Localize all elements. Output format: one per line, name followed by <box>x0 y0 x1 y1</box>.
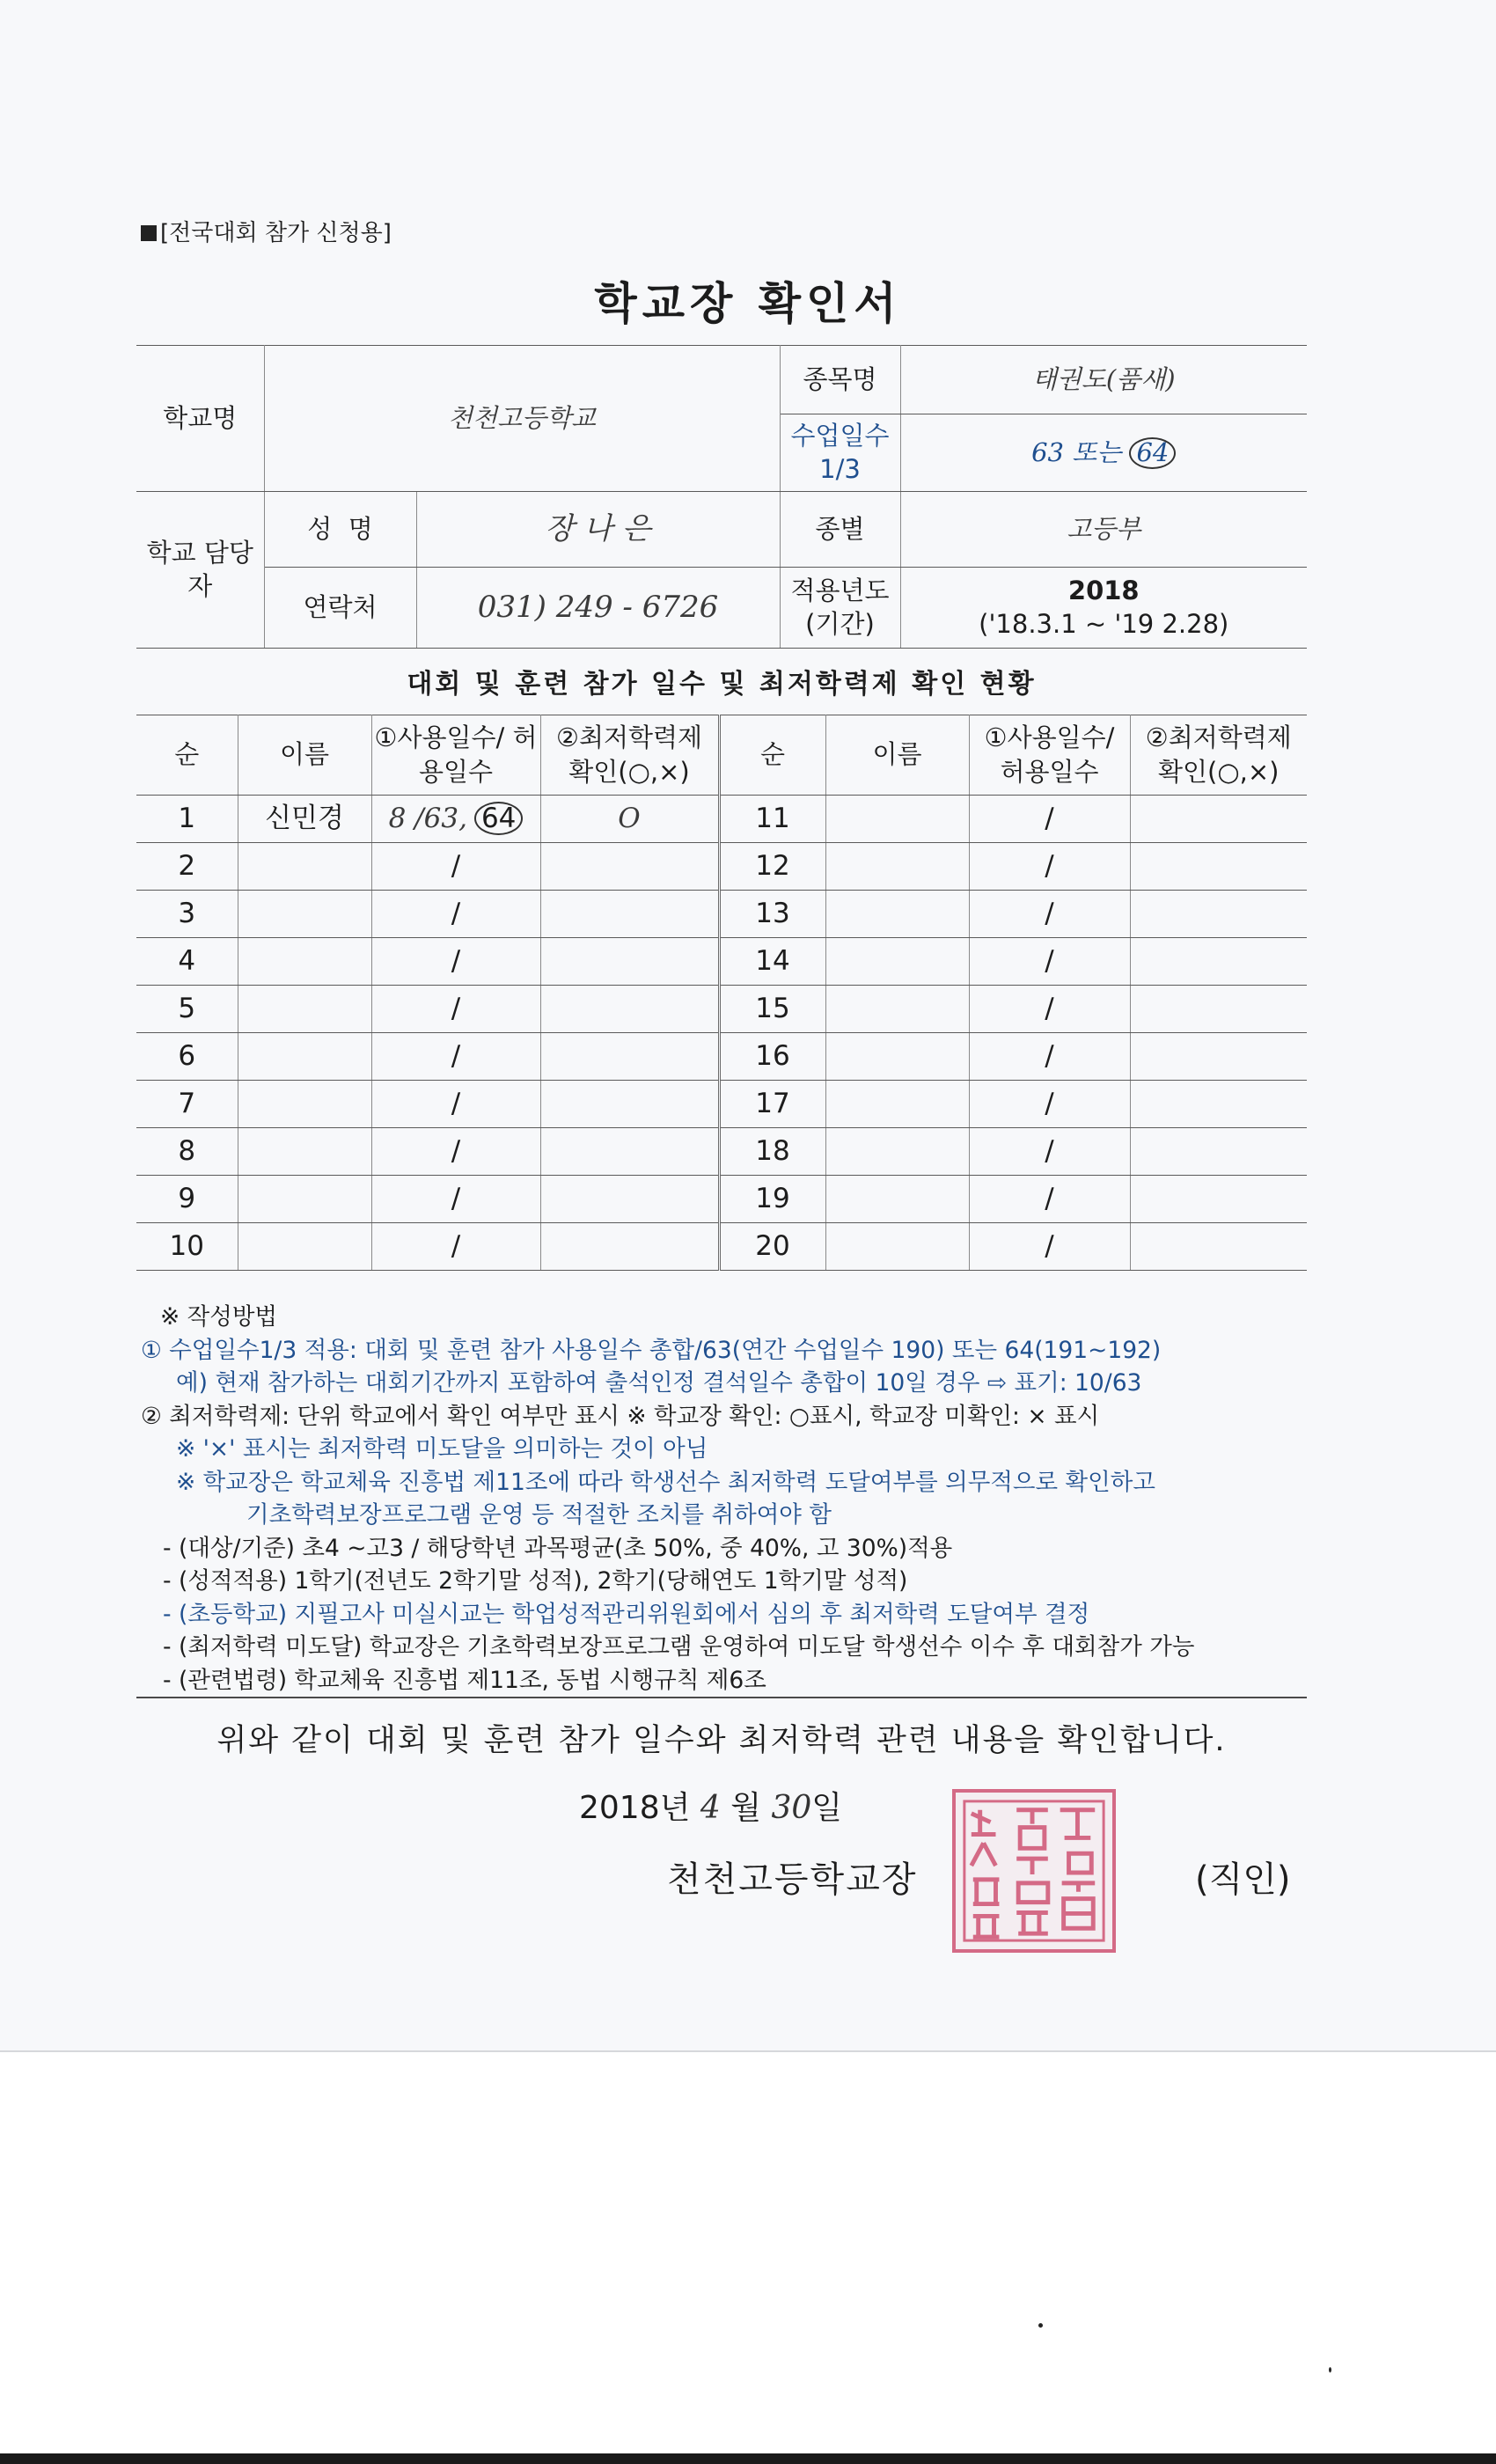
seal-label: (직인) <box>1195 1859 1291 1900</box>
row-name-right <box>825 1033 969 1081</box>
row-name-left <box>238 1128 371 1176</box>
issue-date <box>579 1783 842 1828</box>
note-line-5: ※ 학교장은 학교체육 진흥법 제11조에 따라 학생선수 최저학력 도달여부를 의무적으로 확인하고 <box>176 1468 1155 1496</box>
header-no-right: 순 <box>719 715 825 796</box>
row-name-left <box>238 891 371 938</box>
row-no-right: 15 <box>719 986 825 1033</box>
row-no-right: 11 <box>719 796 825 843</box>
row-name-right <box>825 891 969 938</box>
row-no-left: 2 <box>136 843 238 891</box>
row-no-right: 13 <box>719 891 825 938</box>
row-days-right: / <box>969 891 1130 938</box>
row-name-left <box>238 1176 371 1223</box>
roster-row <box>136 1223 1307 1271</box>
date-month: 4 <box>700 1790 721 1826</box>
row-check-left: O <box>540 796 719 843</box>
row-check-right <box>1130 986 1307 1033</box>
row-check-left <box>540 1033 719 1081</box>
roster-row <box>136 1081 1307 1128</box>
row-check-left <box>540 1176 719 1223</box>
row-days-right: / <box>969 938 1130 986</box>
class-days-value <box>900 414 1307 492</box>
row-check-left <box>540 891 719 938</box>
note-line-8: - (성적적용) 1학기(전년도 2학기말 성적), 2학기(당해연도 1학기말 성적) <box>163 1567 908 1595</box>
roster-row <box>136 843 1307 891</box>
note-line-10: - (최저학력 미도달) 학교장은 기초학력보장프로그램 운영하여 미도달 학생선수 이수 후 대회참가 가능 <box>163 1633 1195 1661</box>
row-name-left <box>238 1223 371 1271</box>
roster-row <box>136 796 1307 843</box>
name-label: 성 명 <box>264 492 416 568</box>
row-days-used: 8 /63, <box>388 803 467 835</box>
row-no-right: 12 <box>719 843 825 891</box>
date-day-label: 일 <box>811 1790 843 1826</box>
class-days-circled: 64 <box>1129 437 1176 469</box>
row-days-right: / <box>969 986 1130 1033</box>
header-days-left: ①사용일수/ 허용일수 <box>371 715 540 796</box>
row-days-left: / <box>371 1081 540 1128</box>
row-check-left <box>540 986 719 1033</box>
year-value: 2018 <box>1067 575 1140 605</box>
year-label: 적용년도 (기간) <box>780 568 900 649</box>
roster-row <box>136 986 1307 1033</box>
confirmation-statement: 위와 같이 대회 및 훈련 참가 일수와 최저학력 관련 내용을 확인합니다. <box>216 1723 1227 1758</box>
header-check-right: ②최저학력제 확인(○,×) <box>1130 715 1307 796</box>
row-days-right: / <box>969 1176 1130 1223</box>
row-no-left: 6 <box>136 1033 238 1081</box>
period-value: ('18.3.1 ~ '19 2.28) <box>979 608 1229 639</box>
row-days-left: / <box>371 938 540 986</box>
row-no-right: 17 <box>719 1081 825 1128</box>
row-days-right: / <box>969 1081 1130 1128</box>
row-no-left: 5 <box>136 986 238 1033</box>
note-line-6: 기초학력보장프로그램 운영 등 적절한 조치를 취하여야 함 <box>246 1501 832 1529</box>
row-days-left: / <box>371 891 540 938</box>
row-check-left <box>540 843 719 891</box>
row-check-left <box>540 1081 719 1128</box>
roster-table <box>136 715 1307 1271</box>
row-check-left <box>540 1128 719 1176</box>
row-days-left: / <box>371 1128 540 1176</box>
scan-speck <box>1329 2367 1331 2372</box>
writing-instructions <box>141 1301 1311 1697</box>
note-line-4: ※ '×' 표시는 최저학력 미도달을 의미하는 것이 아님 <box>176 1435 708 1463</box>
row-days-circled: 64 <box>474 802 523 835</box>
school-info-table <box>136 345 1307 649</box>
row-name-right <box>825 796 969 843</box>
event-value: 태권도(품새) <box>900 346 1307 414</box>
row-name-right <box>825 1223 969 1271</box>
phone-value: 031) 249 - 6726 <box>416 568 780 649</box>
row-name-left <box>238 1033 371 1081</box>
date-day: 30 <box>771 1790 812 1826</box>
division-label: 종별 <box>780 492 900 568</box>
seal-glyphs-icon <box>956 1793 1112 1949</box>
contact-person-label: 학교 담당자 <box>136 492 264 649</box>
row-no-right: 16 <box>719 1033 825 1081</box>
row-name-left <box>238 843 371 891</box>
row-check-left <box>540 1223 719 1271</box>
row-no-left: 7 <box>136 1081 238 1128</box>
row-days-right: / <box>969 1033 1130 1081</box>
row-name-left <box>238 1081 371 1128</box>
row-days-left: / <box>371 1223 540 1271</box>
roster-section-title: 대회 및 훈련 참가 일수 및 최저학력제 확인 현황 <box>407 669 1037 700</box>
form-tag-text: [전국대회 참가 신청용] <box>160 220 392 246</box>
row-no-left: 3 <box>136 891 238 938</box>
row-name-right <box>825 986 969 1033</box>
school-name-value: 천천고등학교 <box>264 346 780 492</box>
row-name-right <box>825 843 969 891</box>
roster-row <box>136 1128 1307 1176</box>
row-name-left: 신민경 <box>238 796 371 843</box>
row-no-left: 1 <box>136 796 238 843</box>
row-name-right <box>825 938 969 986</box>
roster-row <box>136 891 1307 938</box>
row-check-right <box>1130 796 1307 843</box>
event-label: 종목명 <box>780 346 900 414</box>
row-days-left: / <box>371 1176 540 1223</box>
note-line-11: - (관련법령) 학교체육 진흥법 제11조, 동법 시행규칙 제6조 <box>163 1666 766 1694</box>
scan-speck <box>1038 2323 1043 2328</box>
date-year: 2018년 <box>579 1790 691 1826</box>
row-no-left: 9 <box>136 1176 238 1223</box>
row-days-left: / <box>371 986 540 1033</box>
row-no-left: 8 <box>136 1128 238 1176</box>
official-seal-stamp <box>952 1789 1116 1953</box>
row-days-left: / <box>371 843 540 891</box>
row-name-left <box>238 938 371 986</box>
roster-row <box>136 1176 1307 1223</box>
row-days-right: / <box>969 1128 1130 1176</box>
scanner-edge <box>0 2453 1496 2464</box>
note-line-2: 예) 현재 참가하는 대회기간까지 포함하여 출석인정 결석일수 총합이 10일 경우 ⇨ 표기: 10/63 <box>176 1369 1142 1397</box>
header-check-left: ②최저학력제 확인(○,×) <box>540 715 719 796</box>
form-tag <box>141 215 392 247</box>
row-check-right <box>1130 1223 1307 1271</box>
name-value: 장 나 은 <box>416 492 780 568</box>
row-name-right <box>825 1176 969 1223</box>
principal-title: 천천고등학교장 <box>667 1859 918 1900</box>
header-name-left: 이름 <box>238 715 371 796</box>
row-name-right <box>825 1128 969 1176</box>
roster-row <box>136 938 1307 986</box>
note-line-7: - (대상/기준) 초4 ~고3 / 해당학년 과목평균(초 50%, 중 40%, 고 30%)적용 <box>163 1534 953 1562</box>
row-no-right: 14 <box>719 938 825 986</box>
row-check-right <box>1130 1081 1307 1128</box>
row-days-left: / <box>371 1033 540 1081</box>
phone-label: 연락처 <box>264 568 416 649</box>
row-no-left: 10 <box>136 1223 238 1271</box>
roster-header-row <box>136 715 1307 796</box>
note-line-9: - (초등학교) 지필고사 미실시교는 학업성적관리위원회에서 심의 후 최저학력 도달여부 결정 <box>163 1600 1090 1628</box>
class-days-text: 63 또는 <box>1031 436 1122 467</box>
notes-heading: ※ 작성방법 <box>160 1303 278 1331</box>
row-check-right <box>1130 1128 1307 1176</box>
row-days-right: / <box>969 1223 1130 1271</box>
row-no-right: 19 <box>719 1176 825 1223</box>
row-check-right <box>1130 843 1307 891</box>
row-name-right <box>825 1081 969 1128</box>
school-name-label: 학교명 <box>136 346 264 492</box>
class-days-label: 수업일수 1/3 <box>780 414 900 492</box>
row-no-right: 20 <box>719 1223 825 1271</box>
header-days-right: ①사용일수/ 허용일수 <box>969 715 1130 796</box>
row-name-left <box>238 986 371 1033</box>
note-line-1: ① 수업일수1/3 적용: 대회 및 훈련 참가 사용일수 총합/63(연간 수업일수 190) 또는 64(191~192) <box>141 1336 1162 1364</box>
row-check-right <box>1130 938 1307 986</box>
year-period <box>900 568 1307 649</box>
document-title: 학교장 확인서 <box>594 278 902 329</box>
notes-divider <box>136 1697 1307 1698</box>
row-days-right: / <box>969 796 1130 843</box>
date-month-label: 월 <box>730 1790 761 1826</box>
row-days-left <box>371 796 540 843</box>
header-no-left: 순 <box>136 715 238 796</box>
row-check-right <box>1130 891 1307 938</box>
row-check-right <box>1130 1033 1307 1081</box>
row-check-left <box>540 938 719 986</box>
square-bullet-icon <box>141 225 157 241</box>
header-name-right: 이름 <box>825 715 969 796</box>
roster-row <box>136 1033 1307 1081</box>
row-no-right: 18 <box>719 1128 825 1176</box>
row-no-left: 4 <box>136 938 238 986</box>
division-value: 고등부 <box>900 492 1307 568</box>
note-line-3: ② 최저학력제: 단위 학교에서 확인 여부만 표시 ※ 학교장 확인: ○표시, 학교장 미확인: × 표시 <box>141 1402 1100 1430</box>
row-days-right: / <box>969 843 1130 891</box>
row-check-right <box>1130 1176 1307 1223</box>
